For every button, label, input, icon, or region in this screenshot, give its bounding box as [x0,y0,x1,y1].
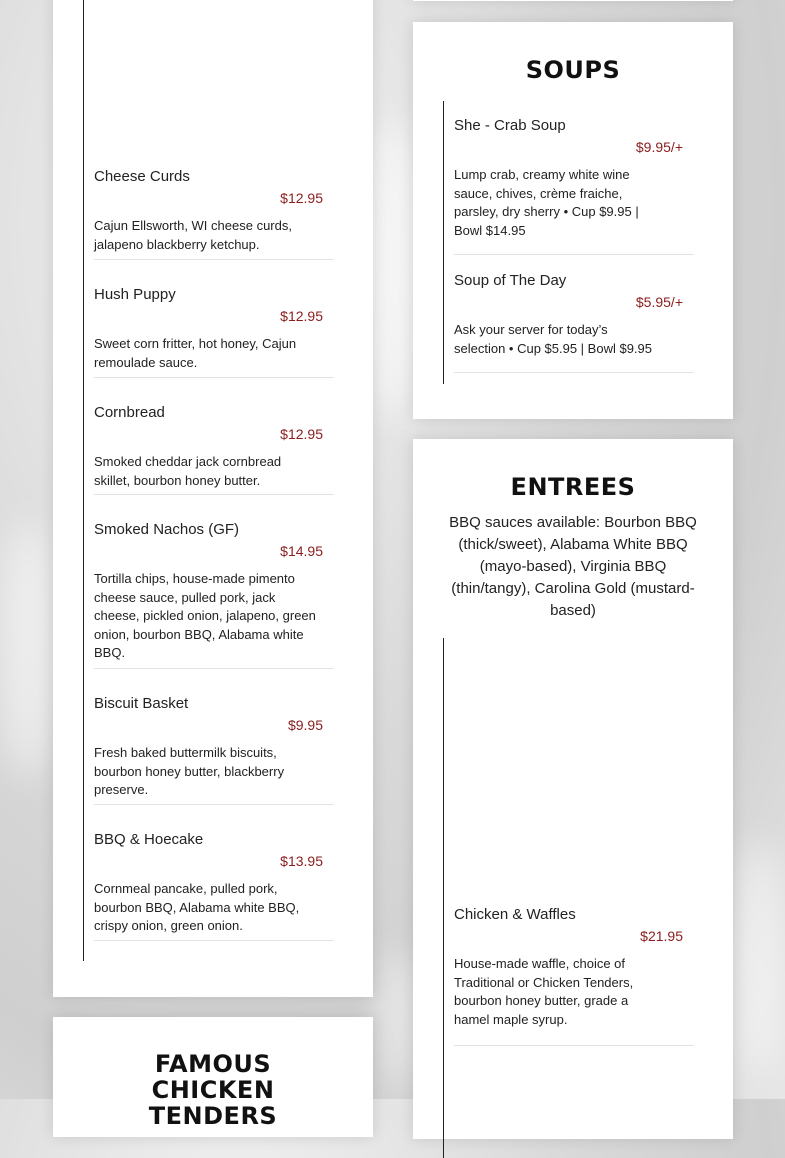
menu-item [454,117,694,255]
item-name: Soup of The Day [454,272,567,289]
section-title: SOUPS [525,56,621,84]
item-name: BBQ & Hoecake [94,831,204,848]
item-description: Fresh baked buttermilk biscuits, bourbon honey butter, blackberry preserve. [94,745,285,797]
item-price: $9.95/+ [635,139,683,155]
menu-item [454,906,694,1046]
item-price: $21.95 [640,928,683,944]
item-name: Cornbread [94,404,165,421]
background-blur [0,520,55,780]
item-name: Chicken & Waffles [454,906,576,923]
item-price: $12.95 [280,426,323,442]
appetizers-card [53,0,373,997]
item-price: $5.95/+ [635,294,683,310]
menu-item [94,168,334,260]
item-price: $12.95 [280,190,323,206]
entrees-item-list [443,638,704,1158]
item-description: Lump crab, creamy white wine sauce, chives, crème fraiche, parsley, dry sherry • Cup $9.95 | Bowl $14.95 [454,167,639,238]
item-price: $12.95 [280,308,323,324]
tenders-card [53,1017,373,1137]
item-name: Cheese Curds [94,168,190,185]
item-description: Cornmeal pancake, pulled pork, bourbon BBQ, Alabama white BBQ, crispy onion, green onion. [94,881,300,933]
item-description: House-made waffle, choice of Traditional or Chicken Tenders, bourbon honey butter, grade a hamel maple syrup. [454,956,634,1027]
section-intro: BBQ sauces available: Bourbon BBQ (thick/sweet), Alabama White BBQ (mayo-based), Virginia BBQ (thin/tangy), Carolina Gold (mustard-based) [449,514,697,619]
menu-item [94,521,334,669]
item-description: Ask your server for today’s selection • Cup $5.95 | Bowl $9.95 [454,322,652,356]
item-description: Sweet corn fritter, hot honey, Cajun remoulade sauce. [94,336,297,370]
soups-item-list [443,101,704,384]
item-name: She - Crab Soup [454,117,566,134]
menu-item [94,831,334,941]
background-blur [735,840,785,1080]
soups-card [413,22,733,419]
menu-item [454,272,694,373]
item-price: $9.95 [287,717,323,733]
item-description: Smoked cheddar jack cornbread skillet, bourbon honey butter. [94,454,282,488]
item-description: Tortilla chips, house-made pimento cheese sauce, pulled pork, jack cheese, pickled onion, jalapeno, green onion, bourbon BBQ, Alabama white BBQ. [94,571,316,660]
menu-item [94,404,334,495]
item-price: $13.95 [280,853,323,869]
item-name: Smoked Nachos (GF) [94,521,240,538]
item-description: Cajun Ellsworth, WI cheese curds, jalapeno blackberry ketchup. [94,218,292,252]
item-name: Biscuit Basket [94,695,189,712]
item-price: $14.95 [280,543,323,559]
section-title: ENTREES [510,473,636,501]
item-name: Hush Puppy [94,286,176,303]
appetizers-item-list [83,0,344,961]
menu-item [94,695,334,805]
entrees-card [413,439,733,1139]
section-title: FAMOUS CHICKEN TENDERS [148,1050,278,1130]
menu-item [94,286,334,378]
previous-card [413,0,733,1]
